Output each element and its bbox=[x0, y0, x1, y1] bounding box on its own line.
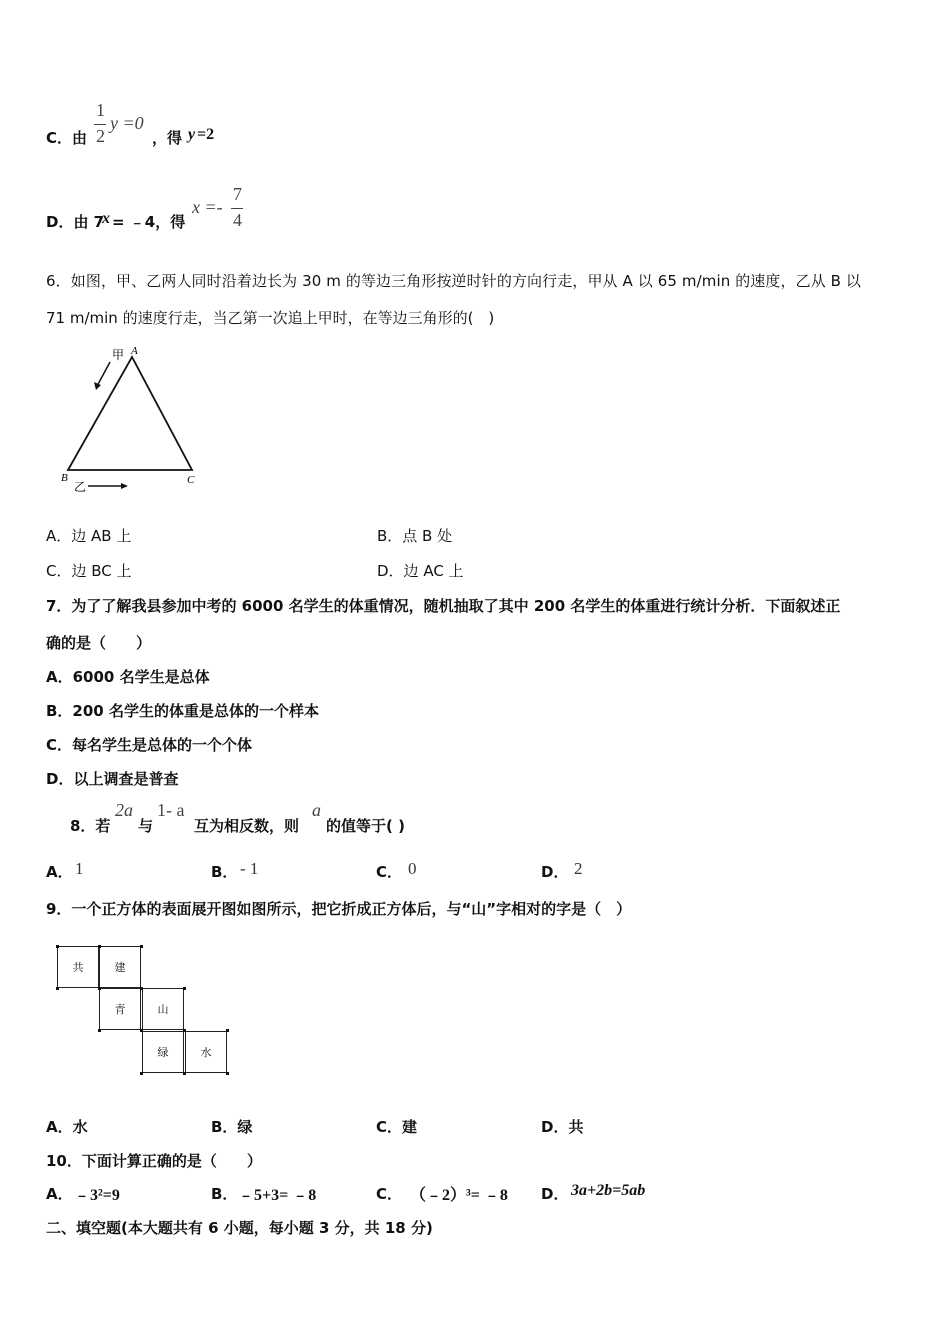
q7-option-b: B．200 名学生的体重是总体的一个样本 bbox=[46, 702, 319, 720]
net-vertex bbox=[98, 945, 101, 948]
q5c-suffix: ，得 bbox=[152, 129, 183, 147]
q8-option-d-value: 2 bbox=[574, 859, 583, 878]
q10-option-d-label: D． bbox=[541, 1185, 569, 1203]
jia-arrow-head bbox=[94, 382, 101, 390]
q8-option-c-value: 0 bbox=[408, 859, 417, 878]
q7-option-a: A．6000 名学生是总体 bbox=[46, 668, 210, 686]
q10-option-a-label: A． bbox=[46, 1185, 73, 1203]
q5d-frac-num: 7 bbox=[233, 184, 242, 204]
q8-option-c-label: C． bbox=[376, 863, 403, 881]
net-vertex bbox=[98, 1029, 101, 1032]
q10-option-a-expr: ﹣3²=9 bbox=[74, 1187, 120, 1204]
label-b: B bbox=[61, 472, 68, 484]
q6-triangle-figure bbox=[52, 340, 212, 500]
q10-option-b-label: B． bbox=[211, 1185, 238, 1203]
q5d-frac-den: 4 bbox=[233, 210, 242, 230]
label-a: A bbox=[131, 345, 138, 357]
net-vertex bbox=[140, 987, 143, 990]
section-2-heading: 二、填空题(本大题共有 6 小题，每小题 3 分，共 18 分) bbox=[46, 1219, 433, 1237]
q7-option-c: C．每名学生是总体的一个个体 bbox=[46, 736, 253, 754]
q8-expr-2a: 2a bbox=[115, 800, 133, 820]
net-vertex bbox=[56, 987, 59, 990]
net-cell-shui: 水 bbox=[185, 1031, 227, 1073]
q8-expr-1-minus-a: 1- a bbox=[157, 800, 185, 820]
q9-text: 9．一个正方体的表面展开图如图所示，把它折成正方体后，与“山”字相对的字是（ ） bbox=[46, 900, 632, 918]
net-vertex bbox=[140, 1029, 143, 1032]
q10-option-d-expr: 3a+2b=5ab bbox=[571, 1182, 646, 1199]
q7-line2: 确的是（ ） bbox=[46, 634, 152, 652]
q9-option-d: D．共 bbox=[541, 1118, 584, 1136]
q8-option-b-value: - 1 bbox=[240, 859, 259, 878]
q7-line1: 7．为了了解我县参加中考的 6000 名学生的体重情况，随机抽取了其中 200 名学生的体重进行统计分析．下面叙述正 bbox=[46, 597, 841, 615]
q8-mid1: 与 bbox=[138, 817, 154, 835]
label-jia: 甲 bbox=[112, 348, 125, 362]
net-cell-lv: 绿 bbox=[142, 1031, 184, 1073]
q10-option-c-label: C． bbox=[376, 1185, 403, 1203]
q5c-frac-num: 1 bbox=[96, 100, 105, 120]
q5d-frac-bar bbox=[231, 208, 243, 209]
q5c-var: y bbox=[188, 126, 196, 143]
net-cell-qing: 青 bbox=[99, 988, 141, 1030]
q6-option-c: C．边 BC 上 bbox=[46, 562, 132, 580]
q7-option-d: D．以上调查是普查 bbox=[46, 770, 179, 788]
net-vertex bbox=[56, 945, 59, 948]
net-vertex bbox=[98, 987, 101, 990]
net-vertex bbox=[226, 1072, 229, 1075]
q5c-expr: y =0 bbox=[110, 113, 144, 133]
yi-arrow-head bbox=[121, 483, 128, 489]
q8-prefix: 8．若 bbox=[70, 817, 111, 835]
q6-option-b: B．点 B 处 bbox=[377, 527, 453, 545]
net-vertex bbox=[226, 1029, 229, 1032]
q8-option-a-label: A． bbox=[46, 863, 73, 881]
q8-option-b-label: B． bbox=[211, 863, 238, 881]
q5c-frac-den: 2 bbox=[96, 126, 105, 146]
q9-option-b: B．绿 bbox=[211, 1118, 253, 1136]
q10-option-c-expr: （﹣2）³= ﹣8 bbox=[410, 1187, 508, 1204]
net-vertex bbox=[183, 1072, 186, 1075]
q10-option-b-expr: ﹣5+3= ﹣8 bbox=[238, 1187, 317, 1204]
q5d-prefix: D．由 7 bbox=[46, 213, 105, 231]
q8-mid2: 互为相反数，则 bbox=[194, 817, 300, 835]
q6-line2: 71 m/min 的速度行走，当乙第一次追上甲时，在等边三角形的( ) bbox=[46, 309, 495, 327]
q6-line1: 6．如图，甲、乙两人同时沿着边长为 30 m 的等边三角形按逆时针的方向行走，甲从 A 以 65 m/min 的速度，乙从 B 以 bbox=[46, 272, 862, 290]
q6-option-a: A．边 AB 上 bbox=[46, 527, 132, 545]
q6-option-d: D．边 AC 上 bbox=[377, 562, 464, 580]
triangle-abc bbox=[68, 357, 192, 470]
q9-option-c: C．建 bbox=[376, 1118, 418, 1136]
net-vertex bbox=[140, 1072, 143, 1075]
q5d-mid: = ﹣4，得 bbox=[112, 213, 186, 231]
label-yi: 乙 bbox=[74, 480, 87, 494]
q8-suffix: 的值等于( ) bbox=[326, 817, 405, 835]
q8-option-a-value: 1 bbox=[75, 859, 84, 878]
q8-option-d-label: D． bbox=[541, 863, 569, 881]
q9-option-a: A．水 bbox=[46, 1118, 88, 1136]
net-vertex bbox=[183, 987, 186, 990]
net-cell-gong: 共 bbox=[57, 946, 99, 988]
q5d-expr: x =- bbox=[192, 197, 223, 217]
net-cell-shan: 山 bbox=[142, 988, 184, 1030]
q5c-prefix: C．由 bbox=[46, 129, 88, 147]
net-vertex bbox=[183, 1029, 186, 1032]
q5c-result: =2 bbox=[197, 126, 215, 143]
q5d-var: x bbox=[102, 210, 110, 227]
q5c-frac-bar bbox=[94, 124, 106, 125]
net-vertex bbox=[140, 945, 143, 948]
label-c: C bbox=[187, 474, 195, 486]
q10-text: 10．下面计算正确的是（ ） bbox=[46, 1152, 262, 1170]
q8-expr-a: a bbox=[312, 800, 321, 820]
net-cell-jian: 建 bbox=[99, 946, 141, 988]
